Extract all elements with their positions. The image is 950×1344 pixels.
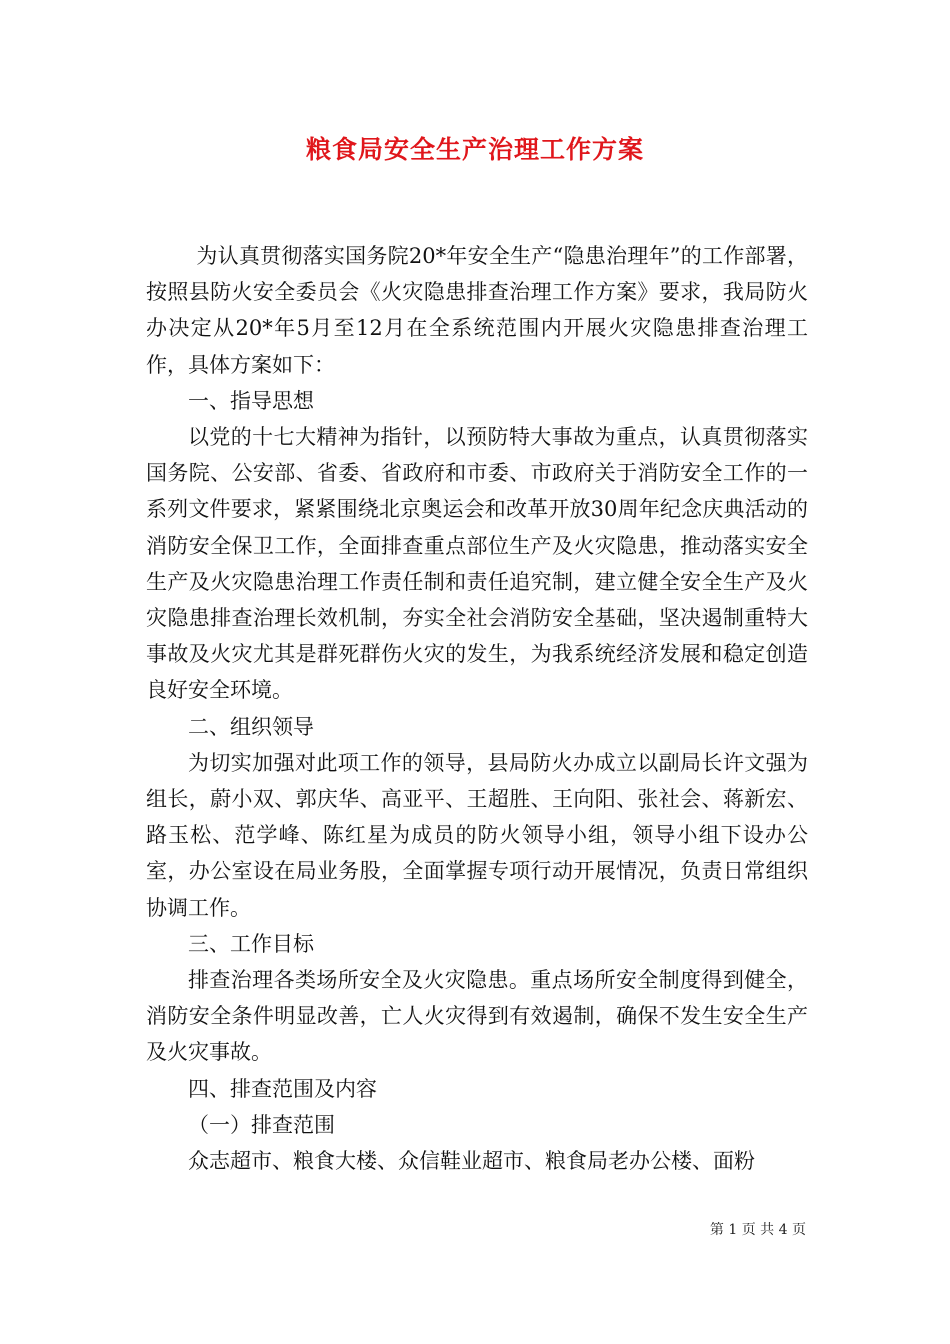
intro-paragraph: 为认真贯彻落实国务院20*年安全生产“隐患治理年”的工作部署，按照县防火安全委员会《火灾隐患排查治理工作方案》要求，我局防火办决定从20*年5月至12月在全系统范围内开展火灾隐患排查治理工作，具体方案如下： <box>146 244 808 377</box>
section-heading-organization: 二、组织领导 <box>188 714 314 739</box>
section-heading-work-goals: 三、工作目标 <box>188 931 314 956</box>
section-heading-guiding-ideology: 一、指导思想 <box>188 388 314 413</box>
scope-paragraph: 众志超市、粮食大楼、众信鞋业超市、粮食局老办公楼、面粉 <box>188 1149 755 1174</box>
section-heading-scope-content: 四、排查范围及内容 <box>188 1076 377 1101</box>
work-goals-paragraph: 排查治理各类场所安全及火灾隐患。重点场所安全制度得到健全，消防安全条件明显改善，亡人火灾得到有效遏制，确保不发生安全生产及火灾事故。 <box>146 968 808 1065</box>
page-indicator: 第 1 页 共 4 页 <box>709 1222 806 1238</box>
subsection-heading-scope: （一）排查范围 <box>188 1112 335 1137</box>
document-title: 粮食局安全生产治理工作方案 <box>305 135 644 164</box>
guiding-ideology-paragraph: 以党的十七大精神为指针，以预防特大事故为重点，认真贯彻落实国务院、公安部、省委、省政府和市委、市政府关于消防安全工作的一系列文件要求，紧紧围绕北京奥运会和改革开放30周年纪念庆典活动的消防安全保卫工作，全面排查重点部位生产及火灾隐患，推动落实安全生产及火灾隐患治理工作责任制和责任追究制，建立健全安全生产及火灾隐患排查治理长效机制，夯实全社会消防安全基础，坚决遏制重特大事故及火灾尤其是群死群伤火灾的发生，为我系统经济发展和稳定创造良好安全环境。 <box>146 425 808 703</box>
organization-paragraph: 为切实加强对此项工作的领导，县局防火办成立以副局长许文强为组长，蔚小双、郭庆华、高亚平、王超胜、王向阳、张社会、蒋新宏、路玉松、范学峰、陈红星为成员的防火领导小组，领导小组下设办公室，办公室设在局业务股，全面掌握专项行动开展情况，负责日常组织协调工作。 <box>146 750 808 920</box>
document-body <box>146 238 808 1179</box>
